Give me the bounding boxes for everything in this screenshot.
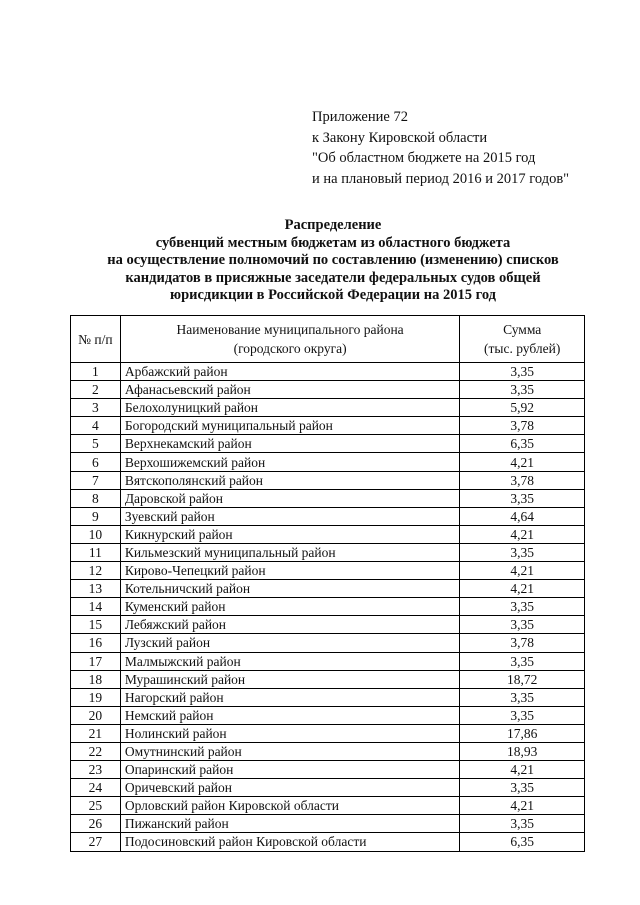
row-number: 6 (71, 453, 121, 471)
title-line: юрисдикции в Российской Федерации на 2015 год (170, 287, 496, 304)
amount: 4,21 (460, 797, 585, 815)
district-name: Опаринский район (120, 761, 460, 779)
amount: 3,35 (460, 652, 585, 670)
row-number: 23 (71, 761, 121, 779)
district-name: Малмыжский район (120, 652, 460, 670)
table-row (71, 598, 585, 616)
title-line: кандидатов в присяжные заседатели федеральных судов общей (125, 269, 541, 286)
amount: 3,35 (460, 706, 585, 724)
appendix-line: к Закону Кировской области (312, 129, 488, 146)
header-name-line2: (городского округа) (233, 341, 347, 356)
table-row (71, 381, 585, 399)
table-row (71, 417, 585, 435)
header-sum-line1: Сумма (503, 322, 542, 337)
amount: 3,78 (460, 634, 585, 652)
appendix-line: "Об областном бюджете на 2015 год (312, 150, 536, 166)
distribution-table (70, 315, 585, 852)
amount: 3,35 (460, 779, 585, 797)
header-num: № п/п (71, 316, 121, 363)
table-row (71, 652, 585, 670)
table-row (71, 634, 585, 652)
row-number: 13 (71, 580, 121, 598)
row-number: 15 (71, 616, 121, 634)
amount: 3,35 (460, 598, 585, 616)
row-number: 14 (71, 598, 121, 616)
amount: 4,21 (460, 580, 585, 598)
district-name: Верхошижемский район (120, 453, 460, 471)
header-name-line1: Наименование муниципального района (176, 322, 404, 337)
amount: 4,21 (460, 761, 585, 779)
table-row (71, 562, 585, 580)
district-name: Нолинский район (120, 724, 460, 742)
district-name: Оричевский район (120, 779, 460, 797)
table-row (71, 742, 585, 760)
district-name: Лебяжский район (120, 616, 460, 634)
table-row (71, 724, 585, 742)
row-number: 27 (71, 833, 121, 851)
amount: 3,35 (460, 381, 585, 399)
table-row (71, 363, 585, 381)
amount: 3,35 (460, 489, 585, 507)
amount: 4,21 (460, 562, 585, 580)
district-name: Богородский муниципальный район (120, 417, 460, 435)
row-number: 1 (71, 363, 121, 381)
amount: 6,35 (460, 833, 585, 851)
amount: 3,35 (460, 815, 585, 833)
table-row (71, 688, 585, 706)
district-name: Арбажский район (120, 363, 460, 381)
district-name: Кирово-Чепецкий район (120, 562, 460, 580)
row-number: 11 (71, 543, 121, 561)
amount: 4,21 (460, 453, 585, 471)
table-row (71, 815, 585, 833)
table-header-row (71, 316, 585, 363)
row-number: 20 (71, 706, 121, 724)
table-row (71, 507, 585, 525)
table-row (71, 580, 585, 598)
row-number: 9 (71, 507, 121, 525)
district-name: Подосиновский район Кировской области (120, 833, 460, 851)
amount: 3,35 (460, 543, 585, 561)
header-name (120, 316, 460, 363)
amount: 3,35 (460, 688, 585, 706)
document-title (70, 217, 596, 305)
row-number: 18 (71, 670, 121, 688)
district-name: Немский район (120, 706, 460, 724)
title-line: субвенций местным бюджетам из областного бюджета (155, 234, 511, 251)
district-name: Зуевский район (120, 507, 460, 525)
row-number: 2 (71, 381, 121, 399)
district-name: Пижанский район (120, 815, 460, 833)
row-number: 12 (71, 562, 121, 580)
amount: 3,35 (460, 616, 585, 634)
district-name: Мурашинский район (120, 670, 460, 688)
appendix-line: и на плановый период 2016 и 2017 годов" (312, 170, 570, 187)
amount: 4,64 (460, 507, 585, 525)
title-line: Распределение (284, 217, 382, 233)
title-line: на осуществление полномочий по составлению (изменению) списков (107, 252, 559, 269)
table-row (71, 797, 585, 815)
header-sum-line2: (тыс. рублей) (484, 341, 561, 356)
row-number: 19 (71, 688, 121, 706)
district-name: Куменский район (120, 598, 460, 616)
table-row (71, 525, 585, 543)
amount: 18,72 (460, 670, 585, 688)
table-row (71, 761, 585, 779)
amount: 4,21 (460, 525, 585, 543)
row-number: 8 (71, 489, 121, 507)
row-number: 5 (71, 435, 121, 453)
table-row (71, 670, 585, 688)
row-number: 17 (71, 652, 121, 670)
amount: 3,78 (460, 417, 585, 435)
row-number: 26 (71, 815, 121, 833)
table-row (71, 471, 585, 489)
header-sum (460, 316, 585, 363)
table-row (71, 779, 585, 797)
district-name: Орловский район Кировской области (120, 797, 460, 815)
table-row (71, 453, 585, 471)
district-name: Омутнинский район (120, 742, 460, 760)
amount: 3,78 (460, 471, 585, 489)
district-name: Нагорский район (120, 688, 460, 706)
row-number: 21 (71, 724, 121, 742)
row-number: 7 (71, 471, 121, 489)
table-row (71, 399, 585, 417)
row-number: 16 (71, 634, 121, 652)
table-row (71, 543, 585, 561)
row-number: 25 (71, 797, 121, 815)
appendix-block (312, 107, 569, 189)
district-name: Котельничский район (120, 580, 460, 598)
amount: 3,35 (460, 363, 585, 381)
district-name: Афанасьевский район (120, 381, 460, 399)
table-row (71, 706, 585, 724)
row-number: 22 (71, 742, 121, 760)
amount: 5,92 (460, 399, 585, 417)
amount: 18,93 (460, 742, 585, 760)
table-row (71, 833, 585, 851)
district-name: Вятскополянский район (120, 471, 460, 489)
table-row (71, 435, 585, 453)
row-number: 4 (71, 417, 121, 435)
appendix-line: Приложение 72 (312, 109, 408, 125)
district-name: Кильмезский муниципальный район (120, 543, 460, 561)
table-row (71, 489, 585, 507)
district-name: Кикнурский район (120, 525, 460, 543)
district-name: Верхнекамский район (120, 435, 460, 453)
district-name: Лузский район (120, 634, 460, 652)
district-name: Белохолуницкий район (120, 399, 460, 417)
row-number: 3 (71, 399, 121, 417)
amount: 17,86 (460, 724, 585, 742)
row-number: 10 (71, 525, 121, 543)
row-number: 24 (71, 779, 121, 797)
table-row (71, 616, 585, 634)
amount: 6,35 (460, 435, 585, 453)
district-name: Даровской район (120, 489, 460, 507)
